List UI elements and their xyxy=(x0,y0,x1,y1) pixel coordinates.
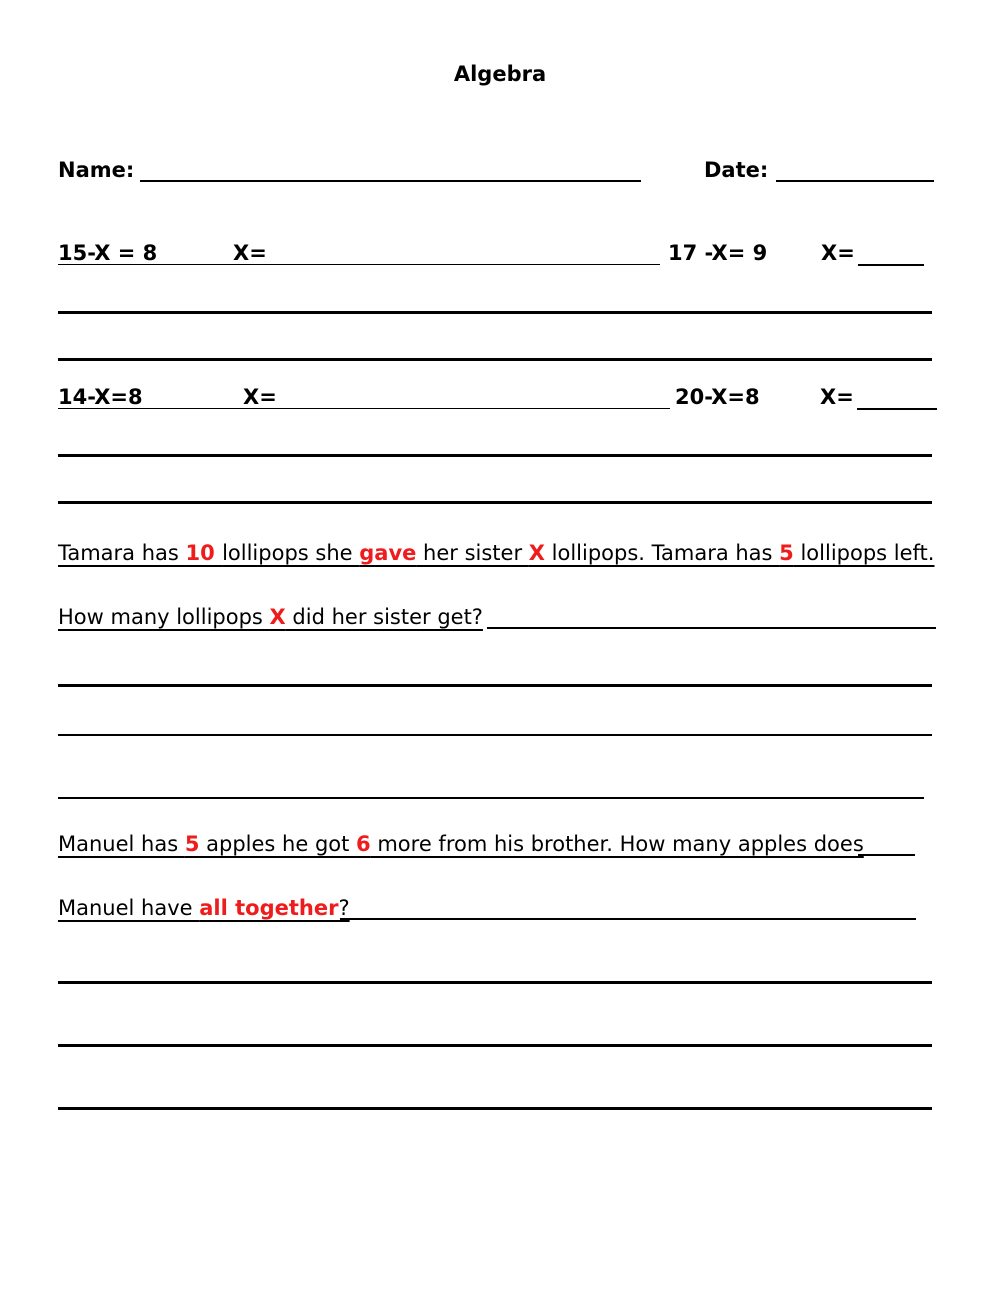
date-label: Date: xyxy=(704,158,769,182)
equation-3-left: 14-X=8 xyxy=(58,385,143,409)
equation-1-x-label: X= xyxy=(233,241,267,265)
work-line[interactable] xyxy=(58,734,932,736)
equation-2-answer-field[interactable] xyxy=(858,264,924,266)
word-problem-2-answer-field[interactable] xyxy=(340,918,916,920)
word-problem-2-line-1: Manuel has 5 apples he got 6 more from his brother. How many apples does xyxy=(58,832,864,856)
equation-1-left: 15-X = 8 xyxy=(58,241,158,265)
equation-2-left: 17 -X= 9 xyxy=(668,241,768,265)
equation-3-x-label: X= xyxy=(243,385,277,409)
work-line[interactable] xyxy=(58,684,932,687)
work-line[interactable] xyxy=(58,1107,932,1110)
work-line[interactable] xyxy=(58,501,932,504)
word-problem-1-line-1: Tamara has 10 lollipops she gave her sister X lollipops. Tamara has 5 lollipops left. xyxy=(58,541,935,565)
word-problem-1-line-2: How many lollipops X did her sister get? xyxy=(58,605,483,629)
page-title: Algebra xyxy=(453,62,547,86)
work-line[interactable] xyxy=(58,797,924,799)
equation-4-left: 20-X=8 xyxy=(675,385,760,409)
word-problem-2-blank[interactable] xyxy=(858,854,915,856)
work-line[interactable] xyxy=(58,981,932,984)
equation-2-x-label: X= xyxy=(821,241,855,265)
word-problem-2-line-2: Manuel have all together? xyxy=(58,896,350,920)
equation-4-answer-field[interactable] xyxy=(857,408,937,410)
equation-3-underline xyxy=(58,408,670,409)
equation-4-x-label: X= xyxy=(820,385,854,409)
name-label: Name: xyxy=(58,158,135,182)
date-field[interactable] xyxy=(776,180,934,182)
name-field[interactable] xyxy=(140,180,641,182)
work-line[interactable] xyxy=(58,311,932,314)
word-problem-1-answer-field[interactable] xyxy=(487,627,936,629)
work-line[interactable] xyxy=(58,454,932,457)
work-line[interactable] xyxy=(58,358,932,361)
work-line[interactable] xyxy=(58,1044,932,1047)
